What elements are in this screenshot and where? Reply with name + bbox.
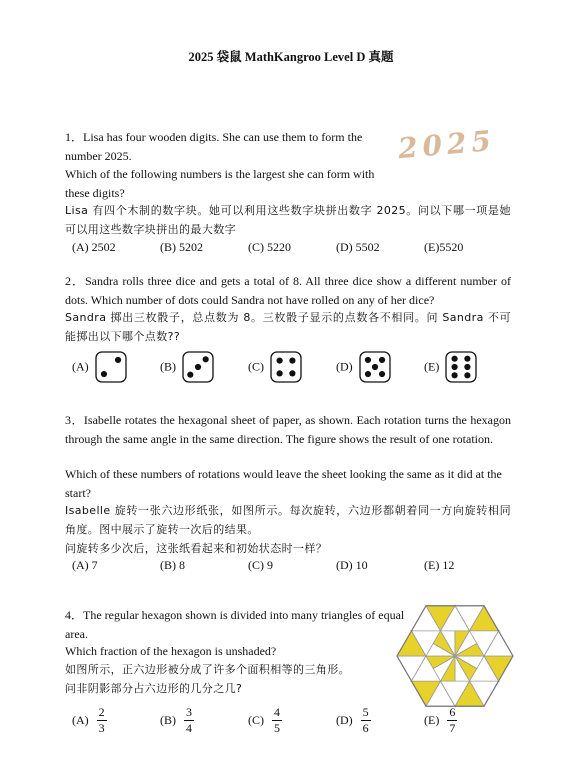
q3-option-c[interactable]: (C) 9: [248, 558, 273, 572]
q4-option-label: (D): [336, 713, 353, 727]
q2-option-b[interactable]: [160, 351, 214, 383]
q2-option-label: (E): [424, 359, 440, 374]
die-pip: [289, 358, 295, 364]
fraction-numerator: 3: [186, 705, 192, 719]
die-pip: [203, 356, 209, 362]
q3-option-b[interactable]: (B) 8: [160, 558, 185, 572]
die-pip: [365, 357, 371, 363]
q4-option-label: (E): [424, 713, 440, 727]
q4-option-a[interactable]: [72, 706, 107, 735]
q4-option-label: (A): [72, 713, 89, 727]
die-pip: [195, 364, 201, 370]
q3-question-zh: 问旋转多少次后，这张纸看起来和初始状态时一样？: [65, 542, 328, 555]
q4-option-b[interactable]: [160, 706, 194, 735]
q1-option-a[interactable]: (A) 2502: [72, 240, 116, 254]
q2-option-a[interactable]: [72, 351, 127, 383]
fraction: [184, 706, 194, 735]
hexagon-figure: [394, 602, 516, 710]
q1-option-d[interactable]: (D) 5502: [336, 240, 380, 254]
q2-option-label: (B): [160, 359, 176, 374]
q3-question-en: Which of these numbers of rotations would leave the sheet looking the same as it did at the start?: [65, 467, 502, 500]
q3-text-en: 3．Isabelle rotates the hexagonal sheet of paper, as shown. Each rotation turns the hexagon through the same angle in the same direction. The figure shows the result of one rotation.: [65, 413, 511, 446]
die-pip: [277, 370, 283, 376]
page-title: 2025 袋鼠 MathKangroo Level D 真题: [188, 50, 394, 64]
q2-option-e[interactable]: [424, 351, 477, 383]
q2-text-zh: Sandra 掷出三枚骰子，总点数为 8。三枚骰子显示的点数各不相同。问 Sandra 不可能掷出以下哪个点数??: [65, 311, 511, 343]
fraction-numerator: 6: [449, 705, 456, 719]
q2-option-c[interactable]: [248, 351, 302, 383]
year-decoration: 2025: [396, 123, 498, 166]
die-pip: [452, 356, 458, 362]
die-pip: [372, 364, 378, 370]
q4-option-e[interactable]: [424, 706, 457, 735]
q2-option-label: (A): [72, 359, 89, 374]
die-face-5-icon: [359, 351, 391, 383]
q2-option-d[interactable]: [336, 351, 391, 383]
fraction: [447, 706, 457, 735]
die-pip: [187, 372, 193, 378]
q4-text-en: 4．The regular hexagon shown is divided into many triangles of equal area.: [65, 608, 405, 641]
die-face-3-icon: [182, 351, 214, 383]
fraction-denominator: 4: [186, 721, 192, 735]
q4-option-c[interactable]: [248, 706, 282, 735]
fraction: [272, 706, 282, 735]
die-pip: [379, 357, 385, 363]
die-pip: [465, 372, 471, 378]
fraction-denominator: 5: [274, 721, 280, 735]
die-pip: [379, 371, 385, 377]
q1-option-c[interactable]: (C) 5220: [248, 240, 291, 254]
die-face-4-icon: [270, 351, 302, 383]
die-pip: [289, 370, 295, 376]
q4-text-zh: 如图所示，正六边形被分成了许多个面积相等的三角形。: [65, 663, 350, 676]
q3-option-d[interactable]: (D) 10: [336, 558, 368, 572]
q2-option-label: (C): [248, 359, 264, 374]
die-pip: [277, 358, 283, 364]
die-pip: [365, 371, 371, 377]
q4-question-zh: 问非阴影部分占六边形的几分之几?: [65, 682, 243, 695]
die-pip: [115, 357, 121, 363]
die-face-6-icon: [445, 351, 477, 383]
q3-option-a[interactable]: (A) 7: [72, 558, 98, 572]
die-pip: [465, 364, 471, 370]
die-pip: [465, 356, 471, 362]
die-pip: [452, 364, 458, 370]
q4-question-en: Which fraction of the hexagon is unshaded?: [65, 644, 277, 658]
fraction-numerator: 4: [274, 705, 280, 719]
q3-text-zh: Isabelle 旋转一张六边形纸张，如图所示。每次旋转，六边形都朝着同一方向旋转相同角度。图中展示了旋转一次后的结果。: [65, 504, 511, 536]
q3-option-e[interactable]: (E) 12: [424, 558, 455, 572]
fraction-numerator: 2: [98, 705, 105, 719]
fraction-numerator: 5: [362, 705, 369, 719]
q4-option-label: (B): [160, 713, 176, 727]
q1-question-en: Which of the following numbers is the largest she can form with these digits?: [65, 167, 375, 200]
q1-option-e[interactable]: (E)5520: [424, 240, 464, 254]
q2-text-en: 2．Sandra rolls three dice and gets a total of 8. All three dice show a different number of dots. Which number of dots could Sandra not have rolled on any of her dice?: [65, 274, 511, 307]
q2-option-label: (D): [336, 359, 353, 374]
q1-option-b[interactable]: (B) 5202: [160, 240, 203, 254]
q1-text-zh: Lisa 有四个木制的数字块。她可以利用这些数字块拼出数字 2025。问以下哪一项是她可以用这些数字块拼出的最大数字: [65, 204, 511, 236]
die-face-2-icon: [95, 351, 127, 383]
fraction-denominator: 6: [362, 721, 369, 735]
fraction-denominator: 3: [98, 721, 105, 735]
die-pip: [452, 372, 458, 378]
fraction-denominator: 7: [449, 721, 456, 735]
q4-option-label: (C): [248, 713, 264, 727]
q1-text-en: 1．Lisa has four wooden digits. She can use them to form the number 2025.: [65, 130, 363, 163]
q4-option-d[interactable]: [336, 706, 371, 735]
fraction: [361, 706, 371, 735]
die-pip: [101, 371, 107, 377]
fraction: [97, 706, 107, 735]
